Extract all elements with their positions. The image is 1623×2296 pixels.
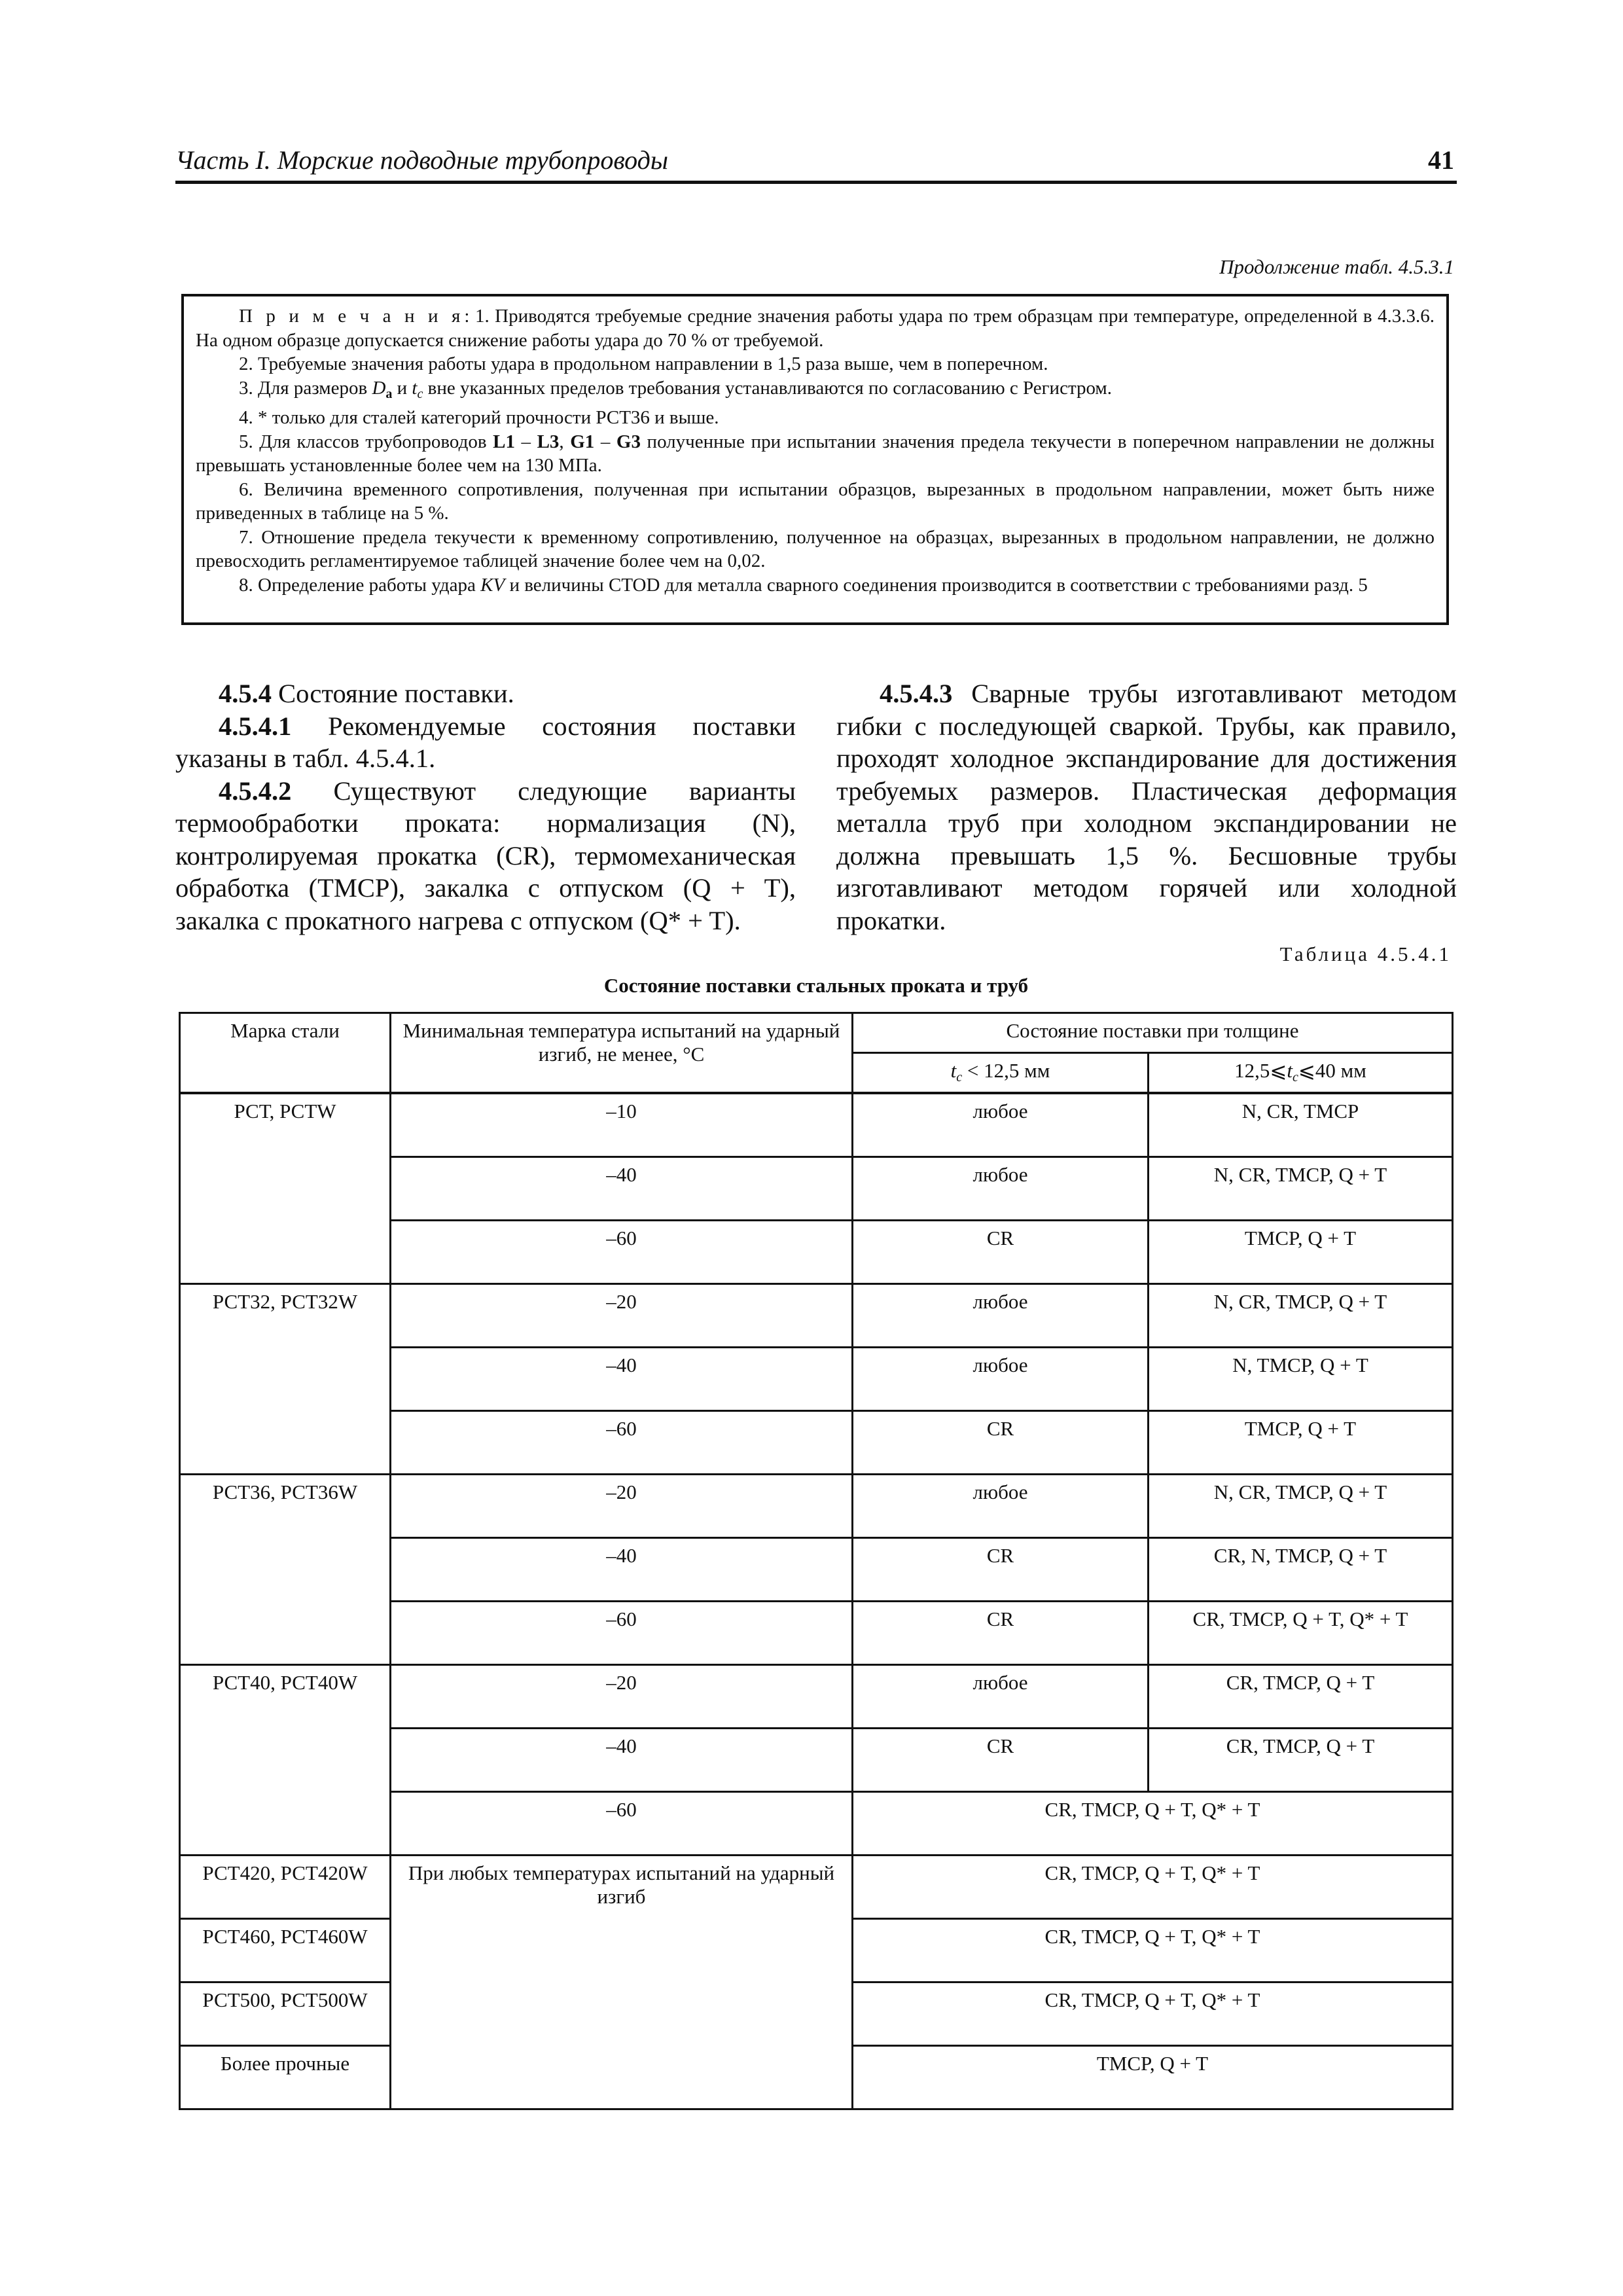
header-thin: $t_c < 12,5$ мм xyxy=(853,1053,1149,1094)
delivery-cell: CR, TMCP, Q + T, Q* + T xyxy=(853,1982,1453,2046)
note-1: П р и м е ч а н и я: 1. Приводятся требуемые средние значения работы удара по трем образцам при температуре, определенной в 4.3.3.6. На одном образце допускается снижение работы удара до 70 % от требуемой. xyxy=(196,306,1435,351)
temp-cell: –60 xyxy=(391,1221,853,1284)
note-8: 8. Определение работы удара KV и величины CTOD для металла сварного соединения производится в соответствии с требованиями разд. 5 xyxy=(239,574,1368,596)
temp-cell: –60 xyxy=(391,1411,853,1475)
temp-cell: –10 xyxy=(391,1093,853,1157)
thick-cell: CR, N, TMCP, Q + T xyxy=(1149,1538,1453,1602)
thin-cell: любое xyxy=(853,1665,1149,1729)
note-4: 4. * только для сталей категорий прочности РСТ36 и выше. xyxy=(239,407,719,428)
thick-cell: N, CR, TMCP, Q + T xyxy=(1149,1157,1453,1221)
grade-cell: РСТ32, РСТ32W xyxy=(180,1284,391,1475)
header-min-temp: Минимальная температура испытаний на ударный изгиб, не менее, °С xyxy=(391,1013,853,1094)
delivery-cell: CR, TMCP, Q + T, Q* + T xyxy=(853,1792,1453,1856)
delivery-cell: CR, TMCP, Q + T, Q* + T xyxy=(853,1919,1453,1982)
thin-cell: CR xyxy=(853,1221,1149,1284)
notes-lead: П р и м е ч а н и я xyxy=(239,306,465,327)
thin-cell: CR xyxy=(853,1538,1149,1602)
thin-cell: CR xyxy=(853,1602,1149,1665)
thick-cell: CR, TMCP, Q + T xyxy=(1149,1729,1453,1792)
thin-cell: любое xyxy=(853,1157,1149,1221)
temp-cell: –40 xyxy=(391,1348,853,1411)
grade-cell: РСТ, РСТW xyxy=(180,1093,391,1284)
thick-cell: CR, TMCP, Q + T, Q* + T xyxy=(1149,1602,1453,1665)
notes-box xyxy=(181,294,1449,625)
grade-cell: РСТ40, РСТ40W xyxy=(180,1665,391,1856)
thick-cell: TMCP, Q + T xyxy=(1149,1221,1453,1284)
grade-cell: РСТ500, РСТ500W xyxy=(180,1982,391,2046)
temp-cell: –20 xyxy=(391,1665,853,1729)
running-title: Часть I. Морские подводные трубопроводы xyxy=(175,145,668,175)
temp-cell: –40 xyxy=(391,1729,853,1792)
left-column xyxy=(175,677,796,937)
thick-cell: N, CR, TMCP, Q + T xyxy=(1149,1475,1453,1538)
section-4-5-4-1: 4.5.4.1 Рекомендуемые состояния поставки указаны в табл. 4.5.4.1. xyxy=(175,711,796,773)
thin-cell: CR xyxy=(853,1729,1149,1792)
table-caption: Состояние поставки стальных проката и труб xyxy=(603,974,1029,997)
table-label: Таблица 4.5.4.1 xyxy=(1279,942,1452,965)
thin-cell: любое xyxy=(853,1284,1149,1348)
any-temp-note: При любых температурах испытаний на ударный изгиб xyxy=(391,1856,853,2109)
thin-cell: любое xyxy=(853,1475,1149,1538)
header-thick: $12,5⩽t_c⩽40$ мм xyxy=(1149,1053,1453,1094)
thick-cell: TMCP, Q + T xyxy=(1149,1411,1453,1475)
note-3: 3. Для размеров $D_a$ и $t_c$ вне указанных пределов требования устанавливаются по согласованию с Регистром. xyxy=(239,377,1113,401)
temp-cell: –40 xyxy=(391,1538,853,1602)
note-2: 2. Требуемые значения работы удара в продольном направлении в 1,5 раза выше, чем в поперечном. xyxy=(239,353,1048,374)
thin-cell: любое xyxy=(853,1093,1149,1157)
note-5: 5. Для классов трубопроводов L1 – L3, G1 – G3 полученные при испытании значения предела текучести в поперечном направлении не должны превышать установленные более чем на 130 МПа. xyxy=(196,431,1435,476)
grade-cell: РСТ420, РСТ420W xyxy=(180,1856,391,1919)
note-6: 6. Величина временного сопротивления, полученная при испытании образцов, вырезанных в продольном направлении, может быть ниже приведенных в таблице на 5 %. xyxy=(196,478,1435,524)
temp-cell: –40 xyxy=(391,1157,853,1221)
temp-cell: –60 xyxy=(391,1602,853,1665)
thick-cell: N, CR, TMCP xyxy=(1149,1093,1453,1157)
thick-cell: N, CR, TMCP, Q + T xyxy=(1149,1284,1453,1348)
delivery-cell: CR, TMCP, Q + T, Q* + T xyxy=(853,1856,1453,1919)
section-4-5-4-2: 4.5.4.2 Существуют следующие варианты термообработки проката: нормализация (N), контролируемая прокатка (CR), термомеханическая обработка (TMCP), закалка с отпуском (Q + T), закалка с прокатного нагрева с отпуском (Q* + T). xyxy=(175,776,796,935)
thin-cell: любое xyxy=(853,1348,1149,1411)
note-7: 7. Отношение предела текучести к временному сопротивлению, полученное на образцах, вырезанных в продольном направлении, не должно превосходить регламентируемое таблицей значение более чем на 0,02. xyxy=(196,526,1435,571)
thick-cell: CR, TMCP, Q + T xyxy=(1149,1665,1453,1729)
continuation-label: Продолжение табл. 4.5.3.1 xyxy=(1219,255,1454,278)
header-delivery: Состояние поставки при толщине xyxy=(853,1013,1453,1053)
section-4-5-4: 4.5.4 Состояние поставки. xyxy=(219,679,514,708)
delivery-cell: TMCP, Q + T xyxy=(853,2046,1453,2109)
temp-cell: –20 xyxy=(391,1284,853,1348)
delivery-condition-table xyxy=(179,1012,1454,2110)
thick-cell: N, TMCP, Q + T xyxy=(1149,1348,1453,1411)
page-number: 41 xyxy=(1428,145,1454,175)
running-header xyxy=(175,141,1457,184)
grade-cell: РСТ36, РСТ36W xyxy=(180,1475,391,1665)
temp-cell: –60 xyxy=(391,1792,853,1856)
section-4-5-4-3: 4.5.4.3 Сварные трубы изготавливают методом гибки с последующей сваркой. Трубы, как правило, проходят холодное экспандирование для достижения требуемых размеров. Пластическая деформация металла труб при холодном экспандировании не должна превышать 1,5 %. Бесшовные трубы изготавливают методом горячей или холодной прокатки. xyxy=(836,679,1457,935)
grade-cell: РСТ460, РСТ460W xyxy=(180,1919,391,1982)
temp-cell: –20 xyxy=(391,1475,853,1538)
thin-cell: CR xyxy=(853,1411,1149,1475)
grade-cell: Более прочные xyxy=(180,2046,391,2109)
right-column xyxy=(836,677,1457,937)
header-grade: Марка стали xyxy=(180,1013,391,1094)
